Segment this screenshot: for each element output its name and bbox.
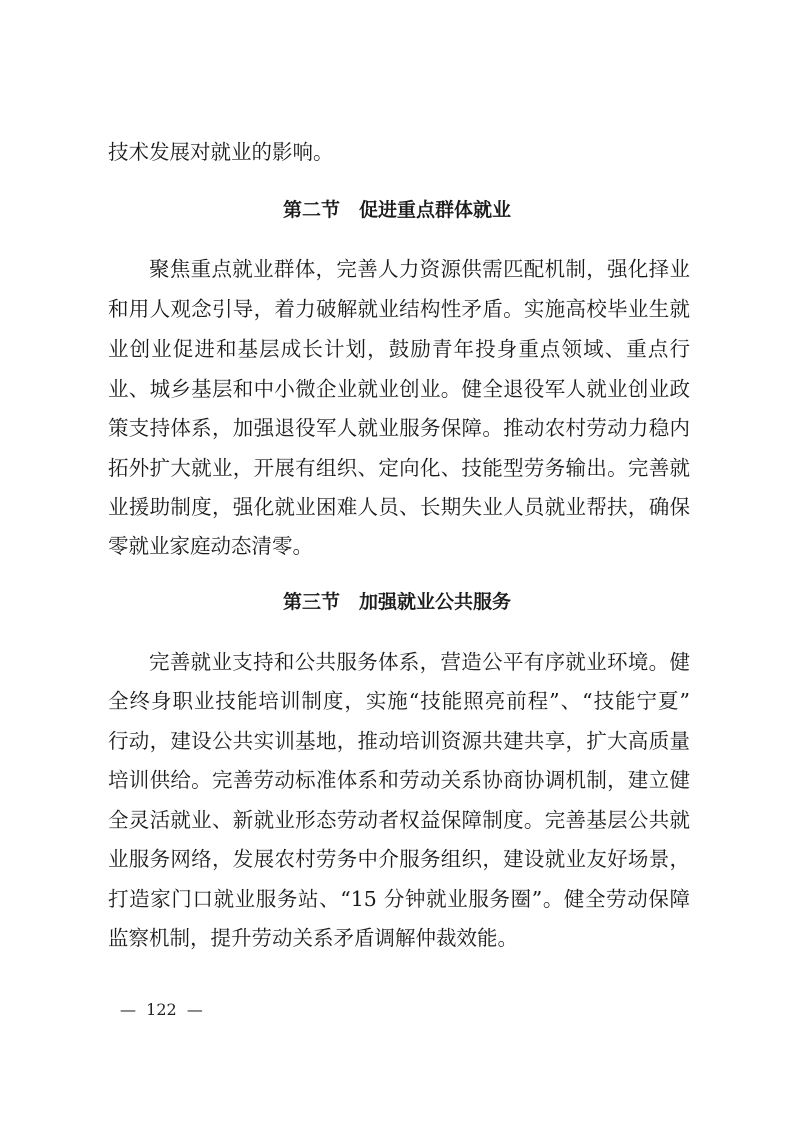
paragraph-line: 聚焦重点就业群体，完善人力资源供需匹配机制，强化择业 [149,257,690,281]
intro-tail-line: 技术发展对就业的影响。 [108,140,334,164]
paragraph-line: 全终身职业技能培训制度，实施“技能照亮前程”、“技能宁夏” [108,689,690,713]
page-number: — 122 — [120,1000,203,1019]
paragraph-line: 行动，建设公共实训基地，推动培训资源共建共享，扩大高质量 [108,729,690,753]
paragraph-line: 策支持体系，加强退役军人就业服务保障。推动农村劳动力稳内 [108,416,690,440]
paragraph-line: 全灵活就业、新就业形态劳动者权益保障制度。完善基层公共就 [108,808,690,832]
paragraph-line: 完善就业支持和公共服务体系，营造公平有序就业环境。健 [149,650,690,674]
paragraph-line: 拓外扩大就业，开展有组织、定向化、技能型劳务输出。完善就 [108,456,690,480]
paragraph-line: 零就业家庭动态清零。 [108,534,313,558]
paragraph-line: 业服务网络，发展农村劳务中介服务组织，建设就业友好场景， [108,847,690,871]
section-heading-2: 第二节 促进重点群体就业 [282,199,511,221]
paragraph-line: 业援助制度，强化就业困难人员、长期失业人员就业帮扶，确保 [108,495,690,519]
paragraph-line: 培训供给。完善劳动标准体系和劳动关系协商协调机制，建立健 [108,768,690,792]
paragraph-line: 监察机制，提升劳动关系矛盾调解仲裁效能。 [108,926,518,950]
section-heading-3: 第三节 加强就业公共服务 [282,591,511,613]
paragraph-line: 业创业促进和基层成长计划，鼓励青年投身重点领域、重点行 [108,337,690,361]
paragraph-line: 和用人观念引导，着力破解就业结构性矛盾。实施高校毕业生就 [108,297,690,321]
paragraph-line: 业、城乡基层和中小微企业就业创业。健全退役军人就业创业政 [108,377,690,401]
paragraph-line: 打造家门口就业服务站、“15 分钟就业服务圈”。健全劳动保障 [108,887,690,911]
